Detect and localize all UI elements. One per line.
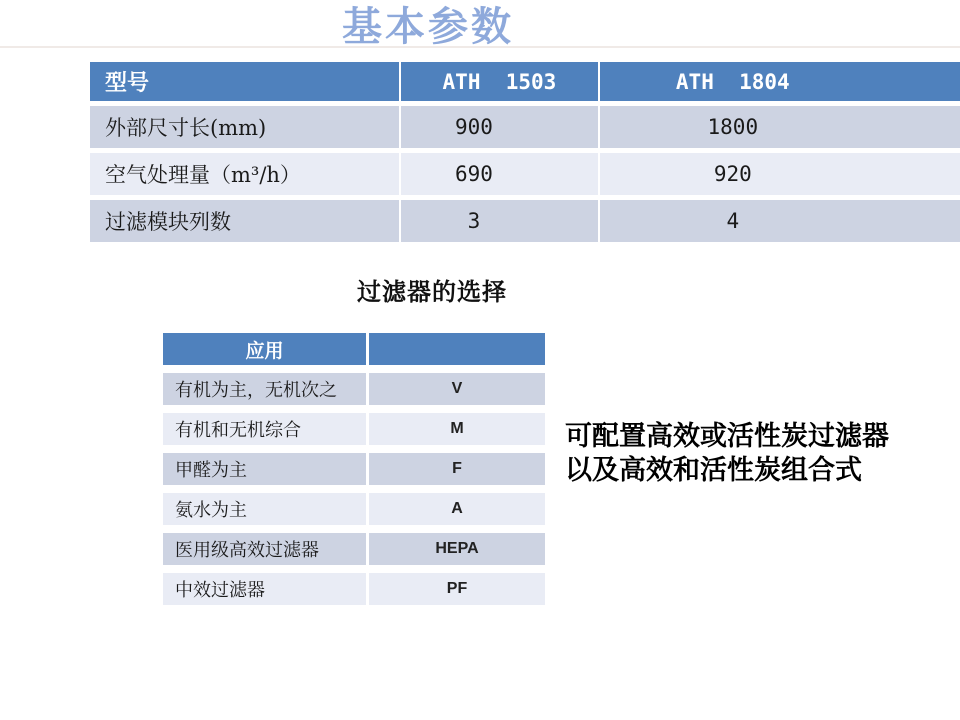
param-value: 920 (598, 153, 960, 195)
params-header-ath-1503: ATH 1503 (399, 62, 597, 101)
filter-code: PF (366, 573, 545, 605)
params-header-row (90, 62, 960, 101)
filter-code: A (366, 493, 545, 525)
params-row-modules (90, 200, 960, 242)
config-note-line-1: 可配置高效或活性炭过滤器 (565, 421, 889, 452)
page-title: 基本参数 (342, 3, 514, 50)
basic-params-table (90, 57, 960, 247)
filter-label: 中效过滤器 (163, 573, 366, 605)
param-label: 过滤模块列数 (90, 200, 399, 242)
param-label: 空气处理量（m³/h） (90, 153, 399, 195)
filter-label: 甲醛为主 (163, 453, 366, 485)
params-header-ath-1804: ATH 1804 (598, 62, 960, 101)
param-value: 690 (399, 153, 597, 195)
param-value: 900 (399, 106, 597, 148)
params-row-length (90, 106, 960, 148)
filter-row (163, 493, 545, 525)
filter-code: V (366, 373, 545, 405)
filter-header-empty (366, 333, 545, 365)
filter-row (163, 573, 545, 605)
filter-code: F (366, 453, 545, 485)
filter-row (163, 453, 545, 485)
params-header-model: 型号 (90, 62, 399, 101)
config-note (565, 420, 895, 488)
filter-row (163, 533, 545, 565)
filter-label: 医用级高效过滤器 (163, 533, 366, 565)
filter-code: M (366, 413, 545, 445)
param-value: 3 (399, 200, 597, 242)
param-value: 4 (598, 200, 960, 242)
param-label: 外部尺寸长(mm) (90, 106, 399, 148)
section-subtitle: 过滤器的选择 (357, 277, 507, 306)
filter-label: 有机和无机综合 (163, 413, 366, 445)
filter-selection-table (163, 325, 545, 613)
filter-row (163, 413, 545, 445)
filter-header-row (163, 333, 545, 365)
param-value: 1800 (598, 106, 960, 148)
filter-label: 氨水为主 (163, 493, 366, 525)
filter-label: 有机为主，无机次之 (163, 373, 366, 405)
filter-header-application: 应用 (163, 333, 366, 365)
filter-row (163, 373, 545, 405)
filter-code: HEPA (366, 533, 545, 565)
params-row-airflow (90, 153, 960, 195)
config-note-line-2: 以及高效和活性炭组合式 (565, 455, 862, 486)
